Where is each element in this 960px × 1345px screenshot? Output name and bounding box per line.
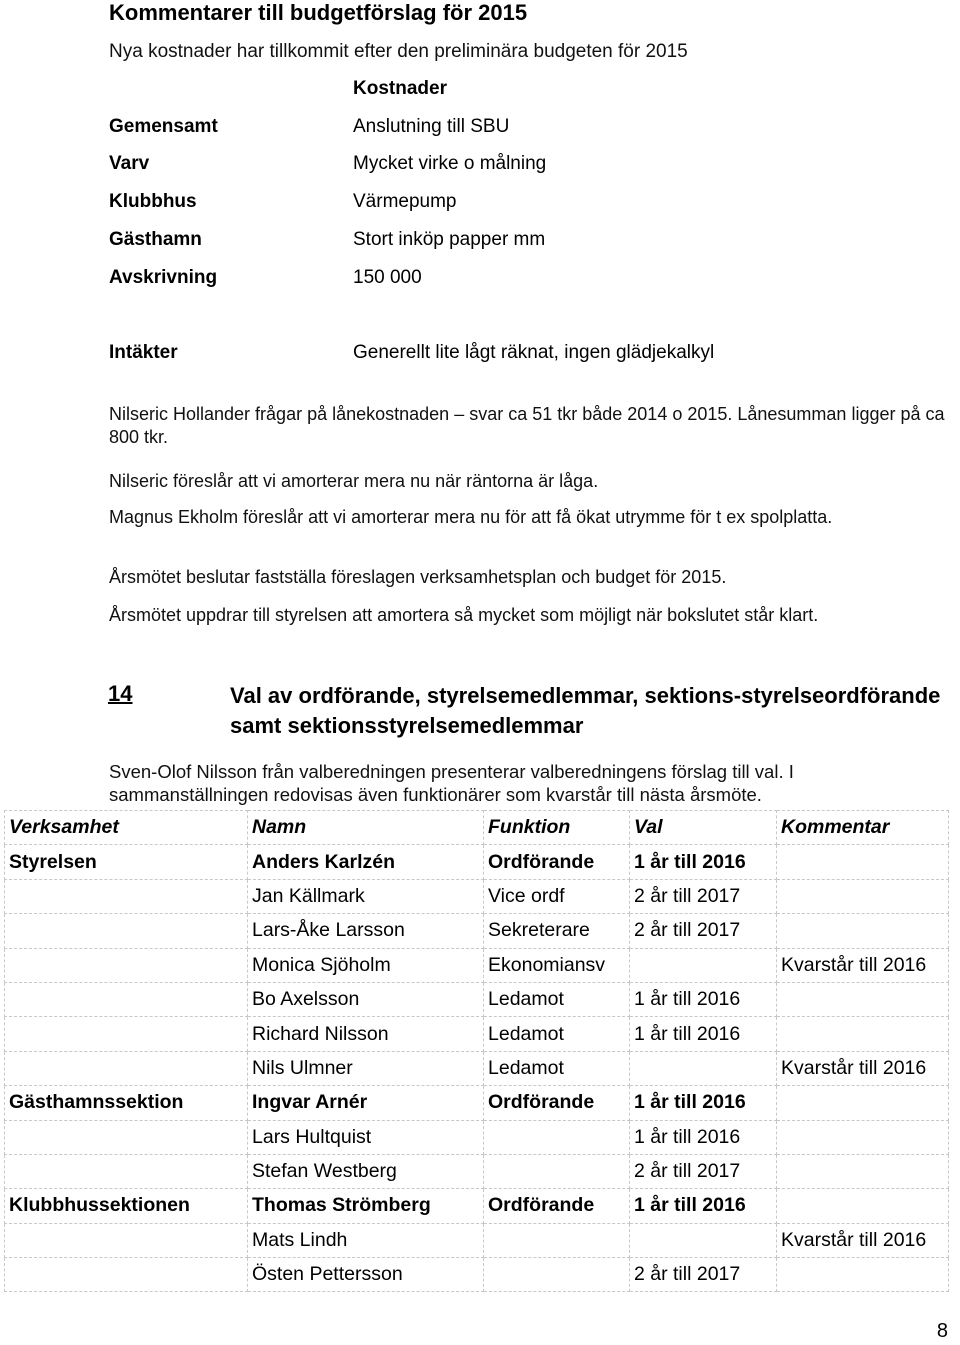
table-row [5,1017,949,1051]
table-cell: 2 år till 2017 [630,1258,777,1292]
table-cell: Lars Hultquist [248,1120,484,1154]
table-row [5,1154,949,1188]
table-row [5,1086,949,1120]
cost-label: Gemensamt [109,116,218,137]
cost-value: Anslutning till SBU [353,116,510,137]
section-title: Val av ordförande, styrelsemedlemmar, sektions-styrelseordförande samt sektionsstyrelsemedlemmar [230,683,941,738]
table-cell [484,1154,630,1188]
table-row [5,982,949,1016]
table-cell: 2 år till 2017 [630,1154,777,1188]
paragraph: Årsmötet uppdrar till styrelsen att amortera så mycket som möjligt när bokslutet står klart. [109,605,819,625]
table-cell [5,982,248,1016]
cost-value: Värmepump [353,191,457,212]
table-cell: Östen Pettersson [248,1258,484,1292]
table-cell: Ordförande [484,1189,630,1223]
table-cell: Vice ordf [484,879,630,913]
table-cell: Ekonomiansv [484,948,630,982]
header-cell: Namn [248,811,484,845]
table-row [5,1223,949,1257]
table-cell: Richard Nilsson [248,1017,484,1051]
cost-label: Varv [109,153,150,174]
paragraph: Magnus Ekholm föreslår att vi amorterar mera nu för att få ökat utrymme för t ex spolplatta. [109,507,833,527]
header-cell: Funktion [484,811,630,845]
table-cell [777,1258,949,1292]
table-cell: Monica Sjöholm [248,948,484,982]
table-cell: Lars-Åke Larsson [248,914,484,948]
table-row [5,1051,949,1085]
table-cell: Kvarstår till 2016 [777,948,949,982]
cost-value: Mycket virke o målning [353,153,547,174]
table-cell: Kvarstår till 2016 [777,1223,949,1257]
table-cell: Ordförande [484,1086,630,1120]
table-cell: Jan Källmark [248,879,484,913]
table-cell: Anders Karlzén [248,845,484,879]
table-cell: 1 år till 2016 [630,982,777,1016]
table-header-row [5,811,949,845]
table-cell [777,1086,949,1120]
paragraph: Nilseric Hollander frågar på lånekostnaden – svar ca 51 tkr både 2014 o 2015. Lånesumman ligger på ca 800 tkr. [109,404,945,447]
table-cell [777,914,949,948]
table-cell [5,1120,248,1154]
header-cell: Val [630,811,777,845]
table-cell [777,1154,949,1188]
paragraph: Årsmötet beslutar fastställa föreslagen verksamhetsplan och budget för 2015. [109,567,727,587]
section-intro: Sven-Olof Nilsson från valberedningen presenterar valberedningens förslag till val. I sammanställningen redovisas även funktionärer som kvarstår till nästa årsmöte. [109,761,794,805]
table-cell: Mats Lindh [248,1223,484,1257]
table-cell [630,1051,777,1085]
table-cell [777,982,949,1016]
table-cell: 1 år till 2016 [630,1120,777,1154]
table-cell [777,1189,949,1223]
income-label: Intäkter [109,342,178,363]
table-cell: Stefan Westberg [248,1154,484,1188]
table-cell: 1 år till 2016 [630,1189,777,1223]
table-cell: Klubbhussektionen [5,1189,248,1223]
cost-value: 150 000 [353,267,422,288]
table-row [5,1120,949,1154]
table-cell: Nils Ulmner [248,1051,484,1085]
table-cell [630,948,777,982]
table-cell [777,879,949,913]
table-row [5,1258,949,1292]
table-cell [484,1258,630,1292]
table-cell [777,1017,949,1051]
table-cell: Gästhamnssektion [5,1086,248,1120]
table-cell [5,1154,248,1188]
table-row [5,914,949,948]
table-cell [777,845,949,879]
table-row [5,1189,949,1223]
table-cell: Kvarstår till 2016 [777,1051,949,1085]
table-row [5,845,949,879]
table-cell: 1 år till 2016 [630,1086,777,1120]
cost-value: Stort inköp papper mm [353,229,546,250]
section-number: 14 [108,681,133,706]
table-cell [5,1258,248,1292]
table-cell [630,1223,777,1257]
table-cell: 1 år till 2016 [630,1017,777,1051]
header-cell: Kommentar [777,811,949,845]
table-cell [5,879,248,913]
table-cell: Thomas Strömberg [248,1189,484,1223]
page-title: Kommentarer till budgetförslag för 2015 [109,0,528,25]
table-cell: Styrelsen [5,845,248,879]
table-cell [5,1223,248,1257]
table-cell [5,1051,248,1085]
table-cell: Ledamot [484,982,630,1016]
election-table [4,810,949,1292]
table-cell: Ledamot [484,1017,630,1051]
costs-heading: Kostnader [353,78,447,99]
table-cell: Ingvar Arnér [248,1086,484,1120]
table-cell: Ordförande [484,845,630,879]
cost-label: Gästhamn [109,229,202,250]
table-cell: 1 år till 2016 [630,845,777,879]
table-cell [5,948,248,982]
table-cell [5,914,248,948]
income-value: Generellt lite lågt räknat, ingen glädjekalkyl [353,342,715,363]
paragraph: Nilseric föreslår att vi amorterar mera nu när räntorna är låga. [109,471,599,491]
table-cell [484,1120,630,1154]
header-cell: Verksamhet [5,811,248,845]
table-cell [484,1223,630,1257]
table-cell [777,1120,949,1154]
table-cell: 2 år till 2017 [630,879,777,913]
table-row [5,948,949,982]
table-cell: 2 år till 2017 [630,914,777,948]
table-cell: Bo Axelsson [248,982,484,1016]
subtitle: Nya kostnader har tillkommit efter den preliminära budgeten för 2015 [109,41,688,62]
table-cell: Sekreterare [484,914,630,948]
page-number: 8 [936,1320,948,1342]
table-cell: Ledamot [484,1051,630,1085]
table-cell [5,1017,248,1051]
table-row [5,879,949,913]
cost-label: Klubbhus [109,191,197,212]
cost-label: Avskrivning [109,267,218,288]
